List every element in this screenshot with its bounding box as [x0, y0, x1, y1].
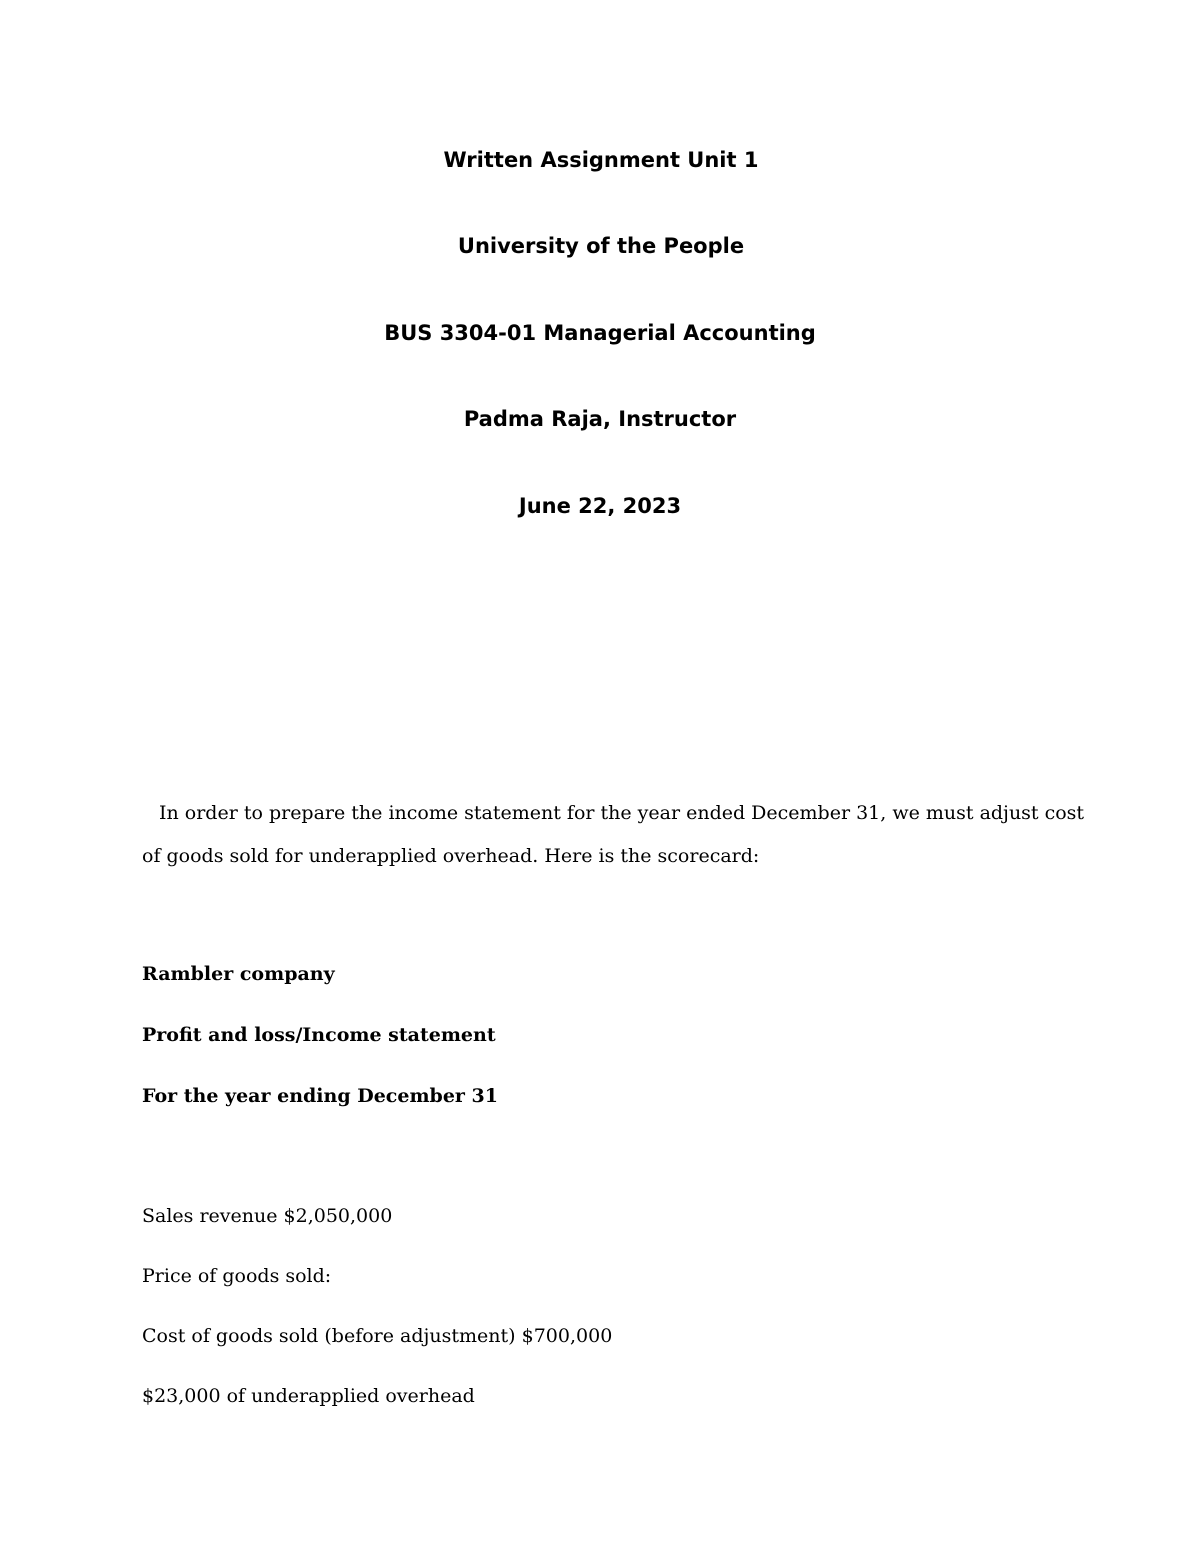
intro-line-2: of goods sold for underapplied overhead. Here is the scorecard: — [142, 845, 760, 867]
intro-line-1: In order to prepare the income statement for the year ended December 31, we must adjust cost — [159, 802, 1085, 824]
statement-line-underapplied-overhead: $23,000 of underapplied overhead — [142, 1385, 475, 1407]
statement-line-sales-revenue: Sales revenue $2,050,000 — [142, 1205, 393, 1227]
course-name: BUS 3304-01 Managerial Accounting — [384, 321, 816, 345]
institution-name: University of the People — [457, 234, 745, 258]
company-name: Rambler company — [142, 963, 335, 985]
instructor-name: Padma Raja, Instructor — [463, 407, 737, 431]
statement-line-price-of-goods: Price of goods sold: — [142, 1265, 332, 1287]
assignment-title: Written Assignment Unit 1 — [443, 148, 759, 172]
statement-name: Profit and loss/Income statement — [142, 1024, 496, 1046]
assignment-date: June 22, 2023 — [518, 494, 682, 518]
statement-period: For the year ending December 31 — [142, 1085, 498, 1107]
statement-line-cogs: Cost of goods sold (before adjustment) $700,000 — [142, 1325, 613, 1347]
